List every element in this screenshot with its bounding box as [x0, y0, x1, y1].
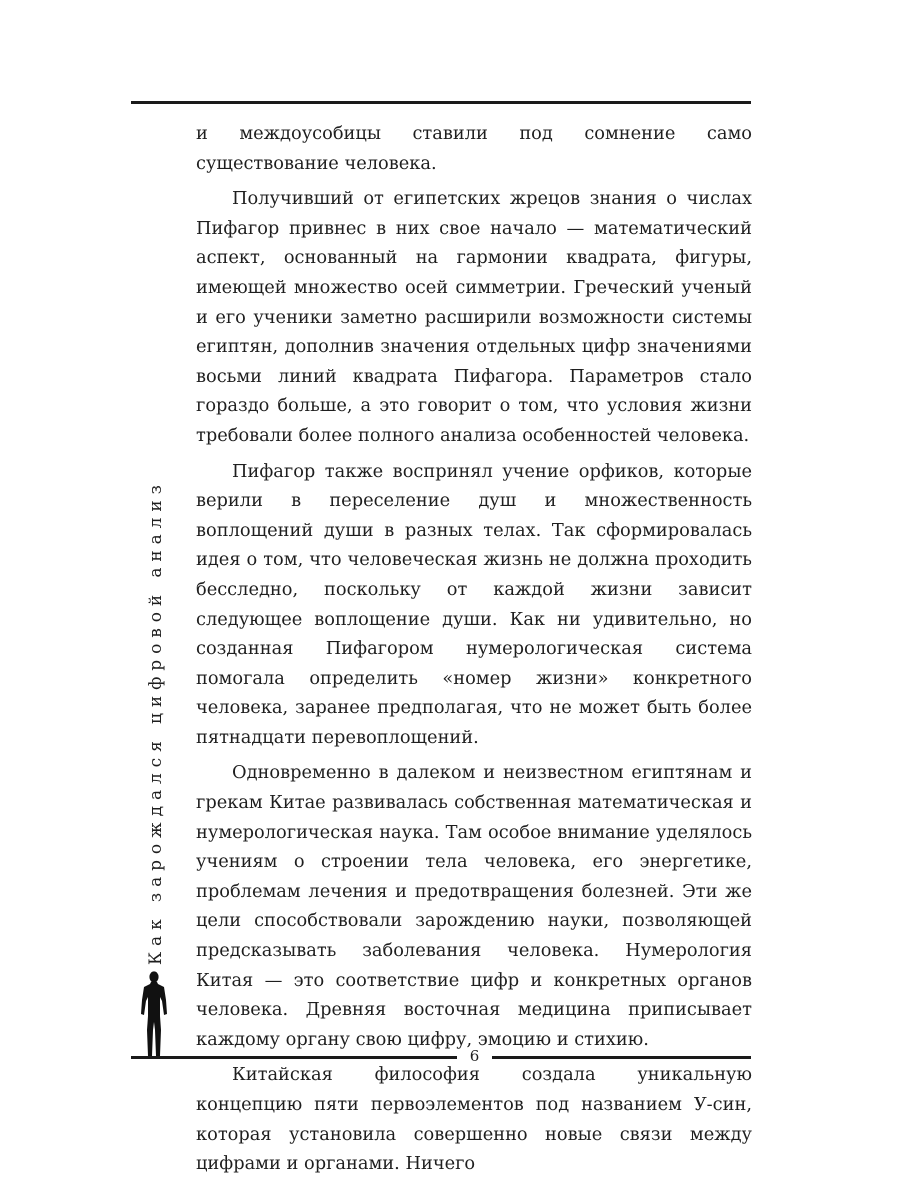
page-number: 6: [469, 1047, 480, 1065]
running-head-vertical: Как зарождался цифровой анализ: [146, 479, 166, 965]
top-rule: [131, 101, 751, 104]
bottom-rule-left: [131, 1056, 457, 1059]
paragraph-3: Пифагор также воспринял учение орфиков, которые верили в переселение душ и множественность воплощений души в разных телах. Так сформировалась идея о том, что человеческая жизнь не должна проходить бесследно, поскольку от каждой жизни зависит следующее воплощение души. Как ни удивительно, но созданная Пифагором нумерологическая система помогала определить «номер жизни» конкретного человека, заранее предполагая, что не может быть более пятнадцати перевоплощений.: [196, 460, 752, 748]
paragraph-1: и междоусобицы ставили под сомнение само существование человека.: [196, 123, 752, 174]
paragraph-2: Получивший от египетских жрецов знания о числах Пифагор привнес в них свое начало — математический аспект, основанный на гармонии квадрата, фигуры, имеющей множество осей симметрии. Греческий ученый и его ученики заметно расширили возможности системы египтян, дополнив значения отдельных цифр значениями восьми линий квадрата Пифагора. Параметров стало гораздо больше, а это говорит о том, что условия жизни требовали более полного анализа особенностей человека.: [196, 188, 752, 446]
paragraph-4: Одновременно в далеком и неизвестном египтянам и грекам Китае развивалась собственная математическая и нумерологическая наука. Там особое внимание уделялось учениям о строении тела человека, его энергетике, проблемам лечения и предотвращения болезней. Эти же цели способствовали зарождению науки, позволяющей предсказывать заболевания человека. Нумерология Китая — это соответствие цифр и конкретных органов человека. Древняя восточная медицина приписывает каждому органу свою цифру, эмоцию и стихию.: [196, 762, 752, 1050]
person-silhouette-icon: [138, 970, 170, 1058]
body-text: [196, 119, 752, 1185]
paragraph-5: Китайская философия создала уникальную концепцию пяти первоэлементов под названием У-син, которая установила совершенно новые связи между цифрами и органами. Ничего: [196, 1064, 752, 1175]
bottom-rule-right: [492, 1056, 751, 1059]
